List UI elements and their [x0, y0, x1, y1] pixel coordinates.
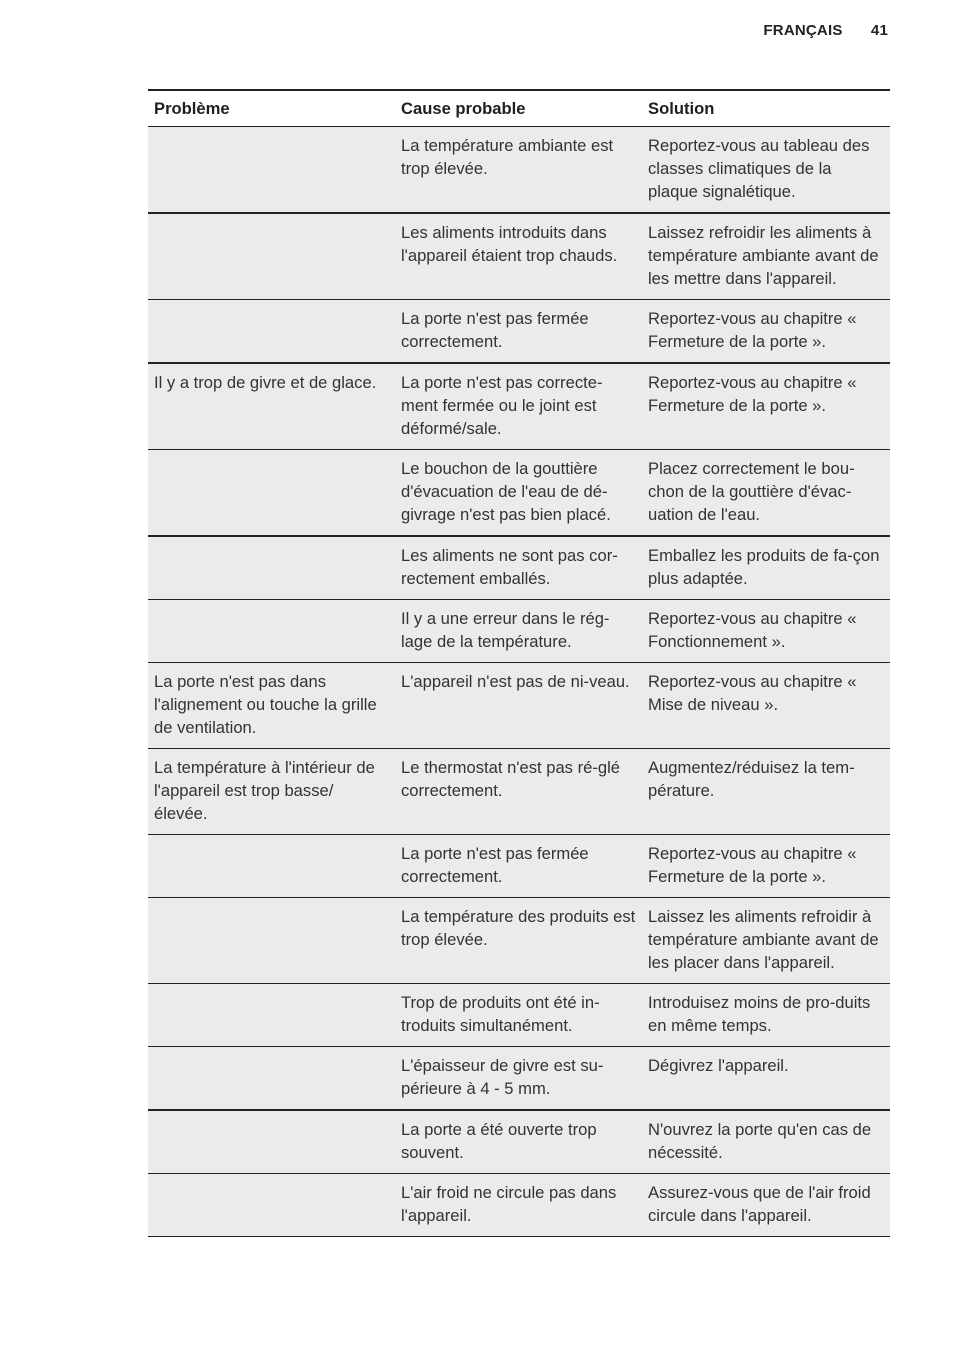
table-row — [148, 300, 890, 364]
solution-cell: Reportez-vous au chapitre « Fonctionnement ». — [642, 600, 890, 663]
table-header-row — [148, 90, 890, 127]
problem-cell — [148, 450, 395, 537]
solution-cell: Dégivrez l'appareil. — [642, 1047, 890, 1111]
problem-cell: Il y a trop de givre et de glace. — [148, 363, 395, 450]
table-row — [148, 127, 890, 214]
solution-cell: N'ouvrez la porte qu'en cas de nécessité. — [642, 1110, 890, 1174]
problem-cell — [148, 984, 395, 1047]
problem-cell — [148, 127, 395, 214]
solution-cell: Reportez-vous au chapitre « Fermeture de la porte ». — [642, 835, 890, 898]
cause-cell: L'appareil n'est pas de ni-veau. — [395, 663, 642, 749]
problem-cell — [148, 898, 395, 984]
problem-cell — [148, 1174, 395, 1237]
table-row — [148, 213, 890, 300]
solution-cell: Reportez-vous au tableau des classes climatiques de la plaque signalétique. — [642, 127, 890, 214]
problem-cell — [148, 1047, 395, 1111]
cause-cell: La porte n'est pas fermée correctement. — [395, 835, 642, 898]
table-row — [148, 450, 890, 537]
solution-cell: Laissez les aliments refroidir à température ambiante avant de les placer dans l'appareil. — [642, 898, 890, 984]
cause-cell: La température ambiante est trop élevée. — [395, 127, 642, 214]
solution-cell: Reportez-vous au chapitre « Mise de niveau ». — [642, 663, 890, 749]
cause-cell: Il y a une erreur dans le rég-lage de la température. — [395, 600, 642, 663]
problem-cell: La température à l'intérieur de l'appareil est trop basse/ élevée. — [148, 749, 395, 835]
cause-cell: La porte n'est pas fermée correctement. — [395, 300, 642, 364]
troubleshooting-table — [148, 89, 890, 1237]
problem-cell — [148, 213, 395, 300]
table-row — [148, 1174, 890, 1237]
solution-cell: Reportez-vous au chapitre « Fermeture de la porte ». — [642, 363, 890, 450]
table-row — [148, 363, 890, 450]
problem-cell — [148, 1110, 395, 1174]
table-row — [148, 984, 890, 1047]
column-header-problem: Problème — [148, 90, 395, 127]
solution-cell: Augmentez/réduisez la tem-pérature. — [642, 749, 890, 835]
table-row — [148, 1047, 890, 1111]
language-label: FRANÇAIS — [763, 22, 843, 39]
problem-cell — [148, 600, 395, 663]
column-header-solution: Solution — [642, 90, 890, 127]
problem-cell: La porte n'est pas dans l'alignement ou touche la grille de ventilation. — [148, 663, 395, 749]
cause-cell: Le thermostat n'est pas ré-glé correctement. — [395, 749, 642, 835]
solution-cell: Assurez-vous que de l'air froid circule dans l'appareil. — [642, 1174, 890, 1237]
solution-cell: Placez correctement le bou-chon de la gouttière d'évac-uation de l'eau. — [642, 450, 890, 537]
cause-cell: Trop de produits ont été in-troduits simultanément. — [395, 984, 642, 1047]
cause-cell: La porte n'est pas correcte-ment fermée ou le joint est déformé/sale. — [395, 363, 642, 450]
table-row — [148, 600, 890, 663]
table-body — [148, 127, 890, 1237]
solution-cell: Introduisez moins de pro-duits en même temps. — [642, 984, 890, 1047]
cause-cell: La porte a été ouverte trop souvent. — [395, 1110, 642, 1174]
cause-cell: Les aliments ne sont pas cor-rectement emballés. — [395, 536, 642, 600]
problem-cell — [148, 300, 395, 364]
cause-cell: Le bouchon de la gouttière d'évacuation de l'eau de dé-givrage n'est pas bien placé. — [395, 450, 642, 537]
column-header-cause: Cause probable — [395, 90, 642, 127]
table-row — [148, 663, 890, 749]
solution-cell: Reportez-vous au chapitre « Fermeture de la porte ». — [642, 300, 890, 364]
page-header — [763, 22, 888, 39]
table-row — [148, 749, 890, 835]
solution-cell: Emballez les produits de fa-çon plus adaptée. — [642, 536, 890, 600]
table-header — [148, 90, 890, 127]
problem-cell — [148, 835, 395, 898]
table-row — [148, 898, 890, 984]
cause-cell: Les aliments introduits dans l'appareil étaient trop chauds. — [395, 213, 642, 300]
cause-cell: L'air froid ne circule pas dans l'appareil. — [395, 1174, 642, 1237]
cause-cell: L'épaisseur de givre est su-périeure à 4 - 5 mm. — [395, 1047, 642, 1111]
table-row — [148, 536, 890, 600]
table-row — [148, 835, 890, 898]
table-row — [148, 1110, 890, 1174]
page-number: 41 — [870, 22, 888, 39]
cause-cell: La température des produits est trop élevée. — [395, 898, 642, 984]
problem-cell — [148, 536, 395, 600]
solution-cell: Laissez refroidir les aliments à température ambiante avant de les mettre dans l'appareil. — [642, 213, 890, 300]
